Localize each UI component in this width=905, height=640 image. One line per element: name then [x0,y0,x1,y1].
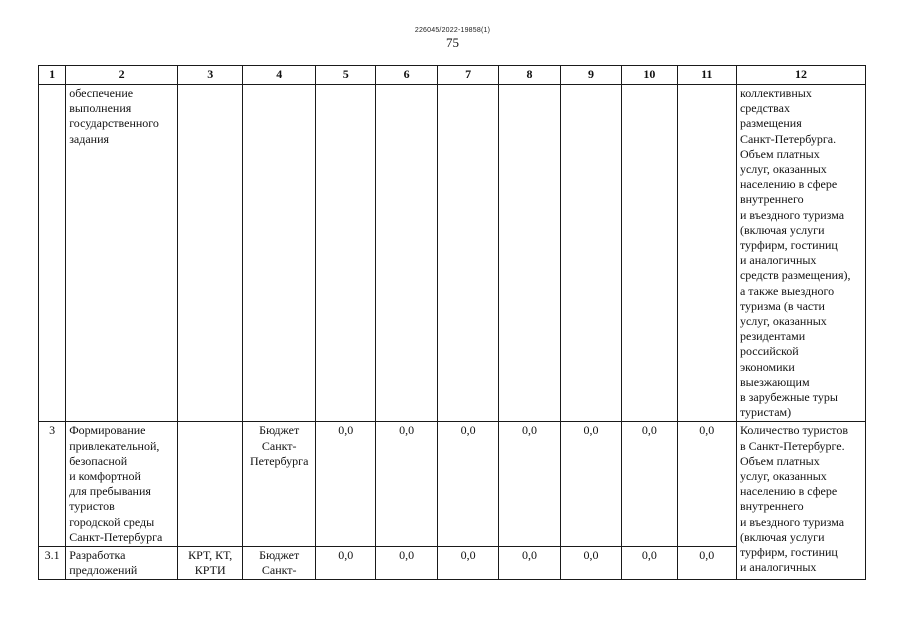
value-cell: 0,0 [499,547,560,580]
column-header: 4 [243,66,316,85]
executor-cell [177,547,242,580]
funding-source [243,85,316,422]
value-cell [499,85,560,422]
funding-source [243,547,316,580]
column-header: 7 [437,66,498,85]
activity-name-text: Разработка предложений [69,548,138,578]
value-cell [315,85,375,422]
expected-result: коллективных средствах размещения Санкт-Петербурга. Объем платных услуг, оказанных населению в сфере внутреннего и въездного туризма (включая услуги турфирм, гостиниц и аналогичных средств размещения), а также выездного туризма (в части услуг, оказанных резидентами российской экономики выезжающим в зарубежные туры туристам) [736,85,865,422]
value-cell: 0,0 [437,422,498,547]
value-cell: 0,0 [677,422,736,547]
value-cell: 0,0 [437,547,498,580]
table-header-row [39,66,866,85]
row-number: 3.1 [39,547,66,580]
value-cell [677,85,736,422]
value-cell: 0,0 [376,547,437,580]
funding-source-text: Бюджет Санкт- [259,548,300,578]
executor-cell [177,85,242,422]
value-cell: 0,0 [315,547,375,580]
column-header: 3 [177,66,242,85]
value-cell: 0,0 [677,547,736,580]
activity-name: Формирование привлекательной, безопасной и комфортной для пребывания туристов городской среды Санкт-Петербурга [66,422,178,547]
expected-result: Количество туристов в Санкт-Петербурге. Объем платных услуг, оказанных населению в сфере внутреннего и въездного туризма (включая услуги турфирм, гостиниц и аналогичных [736,422,865,580]
column-header: 8 [499,66,560,85]
funding-source: Бюджет Санкт- Петербурга [243,422,316,547]
row-number [39,85,66,422]
value-cell: 0,0 [622,547,677,580]
value-cell [437,85,498,422]
value-cell: 0,0 [315,422,375,547]
document-registration-number: 226045/2022-19858(1) [414,27,491,34]
column-header: 2 [66,66,178,85]
table-row [39,85,866,422]
column-header: 10 [622,66,677,85]
value-cell: 0,0 [622,422,677,547]
value-cell: 0,0 [560,422,621,547]
budget-table [38,65,866,580]
activity-name: обеспечение выполнения государственного задания [66,85,178,422]
executor-text: КРТ, КТ, КРТИ [188,548,233,578]
column-header: 12 [736,66,865,85]
page-number: 75 [446,35,459,50]
column-header: 6 [376,66,437,85]
column-header: 5 [315,66,375,85]
value-cell [560,85,621,422]
column-header: 9 [560,66,621,85]
value-cell: 0,0 [376,422,437,547]
column-header: 1 [39,66,66,85]
table-row [39,422,866,547]
value-cell [622,85,677,422]
column-header: 11 [677,66,736,85]
value-cell: 0,0 [560,547,621,580]
activity-name [66,547,178,580]
row-number: 3 [39,422,66,547]
value-cell [376,85,437,422]
executor-cell [177,422,242,547]
value-cell: 0,0 [499,422,560,547]
